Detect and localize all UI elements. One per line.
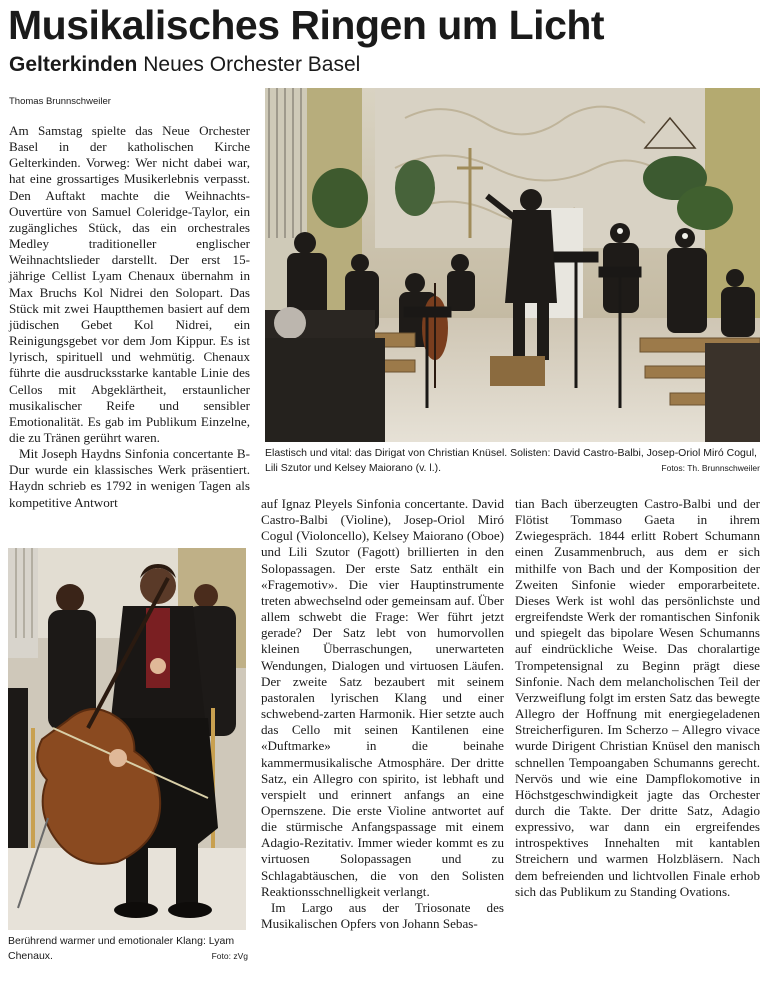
headline: Musikalisches Ringen um Licht [8, 2, 605, 48]
article-column-1 [9, 123, 250, 511]
concert-photo [265, 88, 760, 442]
subheadline [9, 53, 360, 77]
paragraph: Im Largo aus der Triosonate des Musikalischen Opfers von Johann Sebas- [261, 899, 504, 932]
photo-credit: Fotos: Th. Brunnschweiler [661, 463, 760, 473]
organization-label: Neues Orchester Basel [143, 53, 361, 76]
caption-text: Berührend warmer und emotionaler Klang: Lyam Chenaux. [8, 935, 235, 962]
photo-credit: Foto: zVg [211, 951, 248, 961]
paragraph: Am Samstag spielte das Neue Orchester Basel in der katholischen Kirche Gelterkinden. Vorweg: Wer nicht dabei war, hat eine grossartiges Musikerlebnis verpasst. Den Auftakt machte die Weihnachts-Ouvertüre von Samuel Coleridge-Taylor, ein zugängliches Stück, das ein orchestrales Medley traditioneller englischer Weihnachtslieder darstellt. Der erst 15-jährige Cellist Lyam Chenaux übernahm in Max Bruchs Kol Nidrei den Solopart. Das Stück mit zwei Hauptthemen basiert auf dem jüdischen Gebet Kol Nidrei, ein Reinigungsgebet vor dem Jom Kippur. Es ist lyrisch, spirituell und wehmütig. Chenaux führte die ausdrucksstarke kantable Linie des Cellos mit Abgeklärtheit, erstaunlicher musikalischer Reife und sensibler Emotionalität. Es gab im Publikum Einzelne, die zu Tränen gerührt waren. [9, 123, 250, 445]
article-column-3 [515, 496, 760, 900]
paragraph: tian Bach überzeugten Castro-Balbi und der Flötist Tommaso Gaeta in ihrem Zwiegespräch. 1844 erlitt Robert Schumann einen Zusammenbruch, aus dem er sich mithilfe von Bach und der Komposition der Zweiten Sinfonie wieder emporarbeitete. Dieses Werk ist wohl das persönlichste und ergreifendste Werk der romantischen Sinfonik und spiegelt das bipolare Wesen Schumanns auf eindrückliche Weise. Das choralartige Trompetensignal zu Beginn prägt diese Sinfonie. Nach dem melancholischen Teil der Verzweiflung folgt im ersten Satz das bewegte Allegro der Hoffnung mit energiegeladenen Streicherfiguren. Im Scherzo – Allegro vivace wurde Dirigent Christian Knüsel den manisch schnellen Tempoangaben Schumanns gerecht. Nervös und wie eine Dampflokomotive in Höchstgeschwindigkeit jagte das Orchester durch die Takte. Der dritte Satz, Adagio expressivo, war dann ein ergreifendes introspektives Innehalten mit kantablen Streichern und warmen Holzbläsern. Nach dem befreienden und lichtvollen Finale erhob sich das Publikum zu Standing Ovations. [515, 496, 760, 899]
caption-text: Elastisch und vital: das Dirigat von Christian Knüsel. Solisten: David Castro-Balbi, Josep-Oriol Miró Cogul, Lili Szutor und Kelsey Maiorano (v. l.). [265, 447, 757, 474]
paragraph: auf Ignaz Pleyels Sinfonia concertante. David Castro-Balbi (Violine), Josep-Oriol Miró Cogul (Violoncello), Kelsey Maiorano (Oboe) und Lili Szutor (Fagott) brillierten in den Solopassagen. Der erste Satz enthält ein «Fragemotiv». Die vier Hauptinstrumente treten abwechselnd oder gemeinsam auf. Über allem schwebt die Frage: Wer führt jetzt gerade? Der Satz lebt von humorvollen kleinen Überraschungen, unerwarteten Wendungen, Dialogen und virtuosen Läufen. Der zweite Satz bezaubert mit seinem pastoralen lyrischen Klang und einer schwebend-zarten Harmonik. Hier setzte auch das Cello mit seinen Kantilenen eine «Duftmarke» in die beinahe kammermusikalische Atmosphäre. Der dritte Satz, ein Allegro con spirito, ist lebhaft und verspielt und erinnert anfangs an eine Opernszene. Die erste Violine antwortet auf die stürmische Anfangspassage mit einem Adagio-Rezitativ. Immer wieder kommt es zu virtuosen Solopassagen und zu Schlagabtäuschen, die von den Solisten Reaktionsschnelligkeit verlangt. [261, 496, 504, 899]
photo-caption-main [265, 446, 760, 476]
article-column-2 [261, 496, 504, 932]
photo-caption-cello [8, 934, 248, 964]
cellist-photo [8, 548, 246, 930]
author-byline: Thomas Brunnschweiler [9, 96, 111, 107]
paragraph: Mit Joseph Haydns Sinfonia concertante B-Dur wurde ein klassisches Werk präsentiert. Haydn schrieb es 1792 in wenigen Tagen als kompetitive Antwort [9, 446, 250, 510]
location-label: Gelterkinden [9, 53, 138, 76]
